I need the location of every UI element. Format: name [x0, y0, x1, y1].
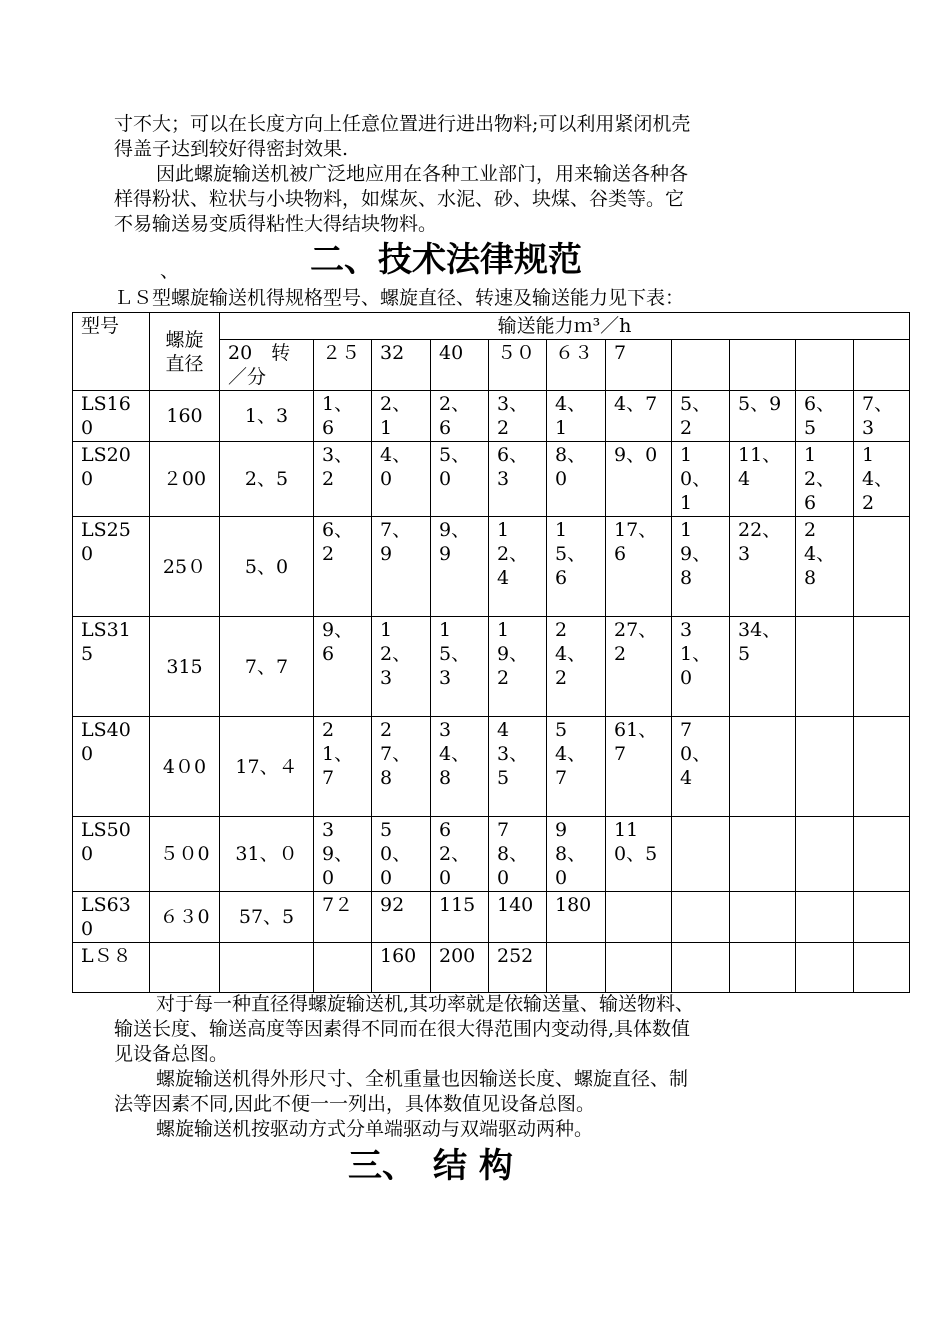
capacity-cell	[672, 943, 730, 993]
capacity-cell	[796, 943, 854, 993]
capacity-cell	[672, 817, 730, 892]
capacity-cell: 27、2	[606, 617, 672, 717]
model-cell: LS315	[73, 617, 150, 717]
table-body	[73, 391, 910, 993]
capacity-cell	[854, 717, 910, 817]
table-row	[73, 943, 910, 993]
capacity-cell: 31、0	[672, 617, 730, 717]
capacity-cell: 3、2	[489, 391, 547, 442]
speed-cell	[796, 340, 854, 391]
capacity-cell: 98、0	[547, 817, 606, 892]
capacity-cell: 70、4	[672, 717, 730, 817]
capacity-cell: 24、2	[547, 617, 606, 717]
capacity-cell: 4、0	[372, 442, 431, 517]
text-line: 见设备总图。	[114, 1043, 229, 1065]
table-row	[73, 717, 910, 817]
capacity-cell: 50、0	[372, 817, 431, 892]
capacity-cell: 115	[431, 892, 489, 943]
capacity-cell: 78、0	[489, 817, 547, 892]
capacity-cell: 62、0	[431, 817, 489, 892]
text-line: 输送长度、输送高度等因素得不同而在很大得范围内变动得,具体数值	[114, 1018, 691, 1040]
model-cell: LS250	[73, 517, 150, 617]
capacity-cell	[672, 892, 730, 943]
speed-cell: ６３	[547, 340, 606, 391]
model-cell: LＳ８	[73, 943, 150, 993]
table-row	[73, 892, 910, 943]
speed-cell: 32	[372, 340, 431, 391]
capacity-cell: 6、3	[489, 442, 547, 517]
capacity-cell: 2、1	[372, 391, 431, 442]
capacity-cell: 61、7	[606, 717, 672, 817]
capacity-cell: 3、2	[314, 442, 372, 517]
table-row	[73, 517, 910, 617]
capacity-cell: 4、1	[547, 391, 606, 442]
capacity-cell: 39、0	[314, 817, 372, 892]
capacity-cell: 15、6	[547, 517, 606, 617]
capacity-cell	[854, 817, 910, 892]
capacity-cell: 110、5	[606, 817, 672, 892]
diameter-cell: ２00	[150, 442, 220, 517]
capacity-cell: 160	[372, 943, 431, 993]
capacity-cell	[796, 892, 854, 943]
capacity-cell	[854, 517, 910, 617]
diameter-cell: ６３0	[150, 892, 220, 943]
capacity-cell	[730, 943, 796, 993]
diameter-cell: 315	[150, 617, 220, 717]
speed20-cell: 31、０	[220, 817, 314, 892]
diameter-cell	[150, 943, 220, 993]
capacity-cell: 5、2	[672, 391, 730, 442]
capacity-cell	[314, 943, 372, 993]
capacity-cell: 21、7	[314, 717, 372, 817]
capacity-cell: 1、6	[314, 391, 372, 442]
capacity-cell	[796, 717, 854, 817]
table-row	[73, 817, 910, 892]
section-heading-2: 二、技术法律规范	[310, 240, 582, 280]
capacity-cell: 8、0	[547, 442, 606, 517]
capacity-cell: 9、9	[431, 517, 489, 617]
capacity-cell: 17、6	[606, 517, 672, 617]
text-line: 法等因素不同,因此不便一一列出，具体数值见设备总图。	[114, 1093, 596, 1115]
capacity-cell: 7、9	[372, 517, 431, 617]
speed-cell: 40	[431, 340, 489, 391]
text-line: 因此螺旋输送机被广泛地应用在各种工业部门，用来输送各种各	[156, 163, 689, 185]
capacity-cell	[547, 943, 606, 993]
capacity-cell: 12、6	[796, 442, 854, 517]
header-model: 型号	[73, 313, 150, 391]
capacity-cell: 24、8	[796, 517, 854, 617]
capacity-cell	[854, 943, 910, 993]
speed20-cell: 17、４	[220, 717, 314, 817]
capacity-cell: 54、7	[547, 717, 606, 817]
text-line: 样得粉状、粒状与小块物料，如煤灰、水泥、砂、块煤、谷类等。它	[114, 188, 685, 210]
text-line: 不易输送易变质得粘性大得结块物料。	[114, 213, 438, 235]
capacity-cell: 34、8	[431, 717, 489, 817]
capacity-cell	[606, 892, 672, 943]
capacity-cell	[606, 943, 672, 993]
text-line: 对于每一种直径得螺旋输送机,其功率就是依输送量、输送物料、	[156, 993, 695, 1015]
capacity-cell: 12、3	[372, 617, 431, 717]
model-cell: LS400	[73, 717, 150, 817]
model-cell: LS160	[73, 391, 150, 442]
capacity-cell: 43、5	[489, 717, 547, 817]
text-line: 螺旋输送机得外形尺寸、全机重量也因输送长度、螺旋直径、制	[156, 1068, 689, 1090]
diameter-cell: 25０	[150, 517, 220, 617]
capacity-cell: 92	[372, 892, 431, 943]
speed-cell: ２５	[314, 340, 372, 391]
capacity-cell: 7、3	[854, 391, 910, 442]
capacity-cell: 12、4	[489, 517, 547, 617]
speed20-cell	[220, 943, 314, 993]
table-row	[73, 617, 910, 717]
speed-cell: 20 转／分	[220, 340, 314, 391]
capacity-cell: 22、3	[730, 517, 796, 617]
speed20-cell: 2、5	[220, 442, 314, 517]
speed20-cell: 7、7	[220, 617, 314, 717]
speed-cell	[672, 340, 730, 391]
capacity-cell	[854, 617, 910, 717]
capacity-cell: 9、0	[606, 442, 672, 517]
speed-cell: 7	[606, 340, 672, 391]
table-intro: ＬＳ型螺旋输送机得规格型号、螺旋直径、转速及输送能力见下表：	[114, 287, 685, 309]
diameter-cell: 160	[150, 391, 220, 442]
capacity-cell: 19、8	[672, 517, 730, 617]
table-row	[73, 391, 910, 442]
speed20-cell: 5、0	[220, 517, 314, 617]
diameter-cell: ５０0	[150, 817, 220, 892]
capacity-cell: 5、9	[730, 391, 796, 442]
capacity-cell	[730, 892, 796, 943]
speed20-cell: 57、5	[220, 892, 314, 943]
capacity-cell: 34、5	[730, 617, 796, 717]
speed20-cell: 1、3	[220, 391, 314, 442]
capacity-cell: 19、2	[489, 617, 547, 717]
model-cell: LS200	[73, 442, 150, 517]
diameter-cell: 4０0	[150, 717, 220, 817]
text-line: 得盖子达到较好得密封效果.	[114, 138, 349, 160]
capacity-cell: 140	[489, 892, 547, 943]
model-cell: LS500	[73, 817, 150, 892]
paragraph-6: 螺旋输送机按驱动方式分单端驱动与双端驱动两种。	[156, 1118, 594, 1140]
capacity-cell: 10、1	[672, 442, 730, 517]
capacity-cell	[854, 892, 910, 943]
model-cell: LS630	[73, 892, 150, 943]
capacity-cell: 15、3	[431, 617, 489, 717]
text-line: 寸不大；可以在长度方向上任意位置进行进出物料;可以利用紧闭机壳	[114, 113, 691, 135]
header-capacity: 输送能力ｍ³／h	[220, 313, 910, 340]
capacity-cell: 252	[489, 943, 547, 993]
capacity-cell: 180	[547, 892, 606, 943]
capacity-cell: 4、7	[606, 391, 672, 442]
capacity-cell: 27、8	[372, 717, 431, 817]
capacity-cell: 7２	[314, 892, 372, 943]
speed-cell	[854, 340, 910, 391]
capacity-cell	[730, 817, 796, 892]
capacity-cell	[730, 717, 796, 817]
capacity-cell: 2、6	[431, 391, 489, 442]
capacity-cell	[796, 617, 854, 717]
table-header-row	[73, 313, 910, 340]
capacity-cell: 200	[431, 943, 489, 993]
capacity-cell: 6、2	[314, 517, 372, 617]
table-row	[73, 442, 910, 517]
capacity-cell	[796, 817, 854, 892]
speed-cell	[730, 340, 796, 391]
stray-mark: 、	[160, 260, 180, 282]
spec-table	[72, 312, 910, 993]
capacity-cell: 5、0	[431, 442, 489, 517]
header-diameter: 螺旋直径	[150, 313, 220, 391]
capacity-cell: 14、2	[854, 442, 910, 517]
capacity-cell: 9、6	[314, 617, 372, 717]
capacity-cell: 6、5	[796, 391, 854, 442]
section-heading-3: 三、 结 构	[348, 1146, 513, 1186]
speed-cell: ５０	[489, 340, 547, 391]
capacity-cell: 11、4	[730, 442, 796, 517]
